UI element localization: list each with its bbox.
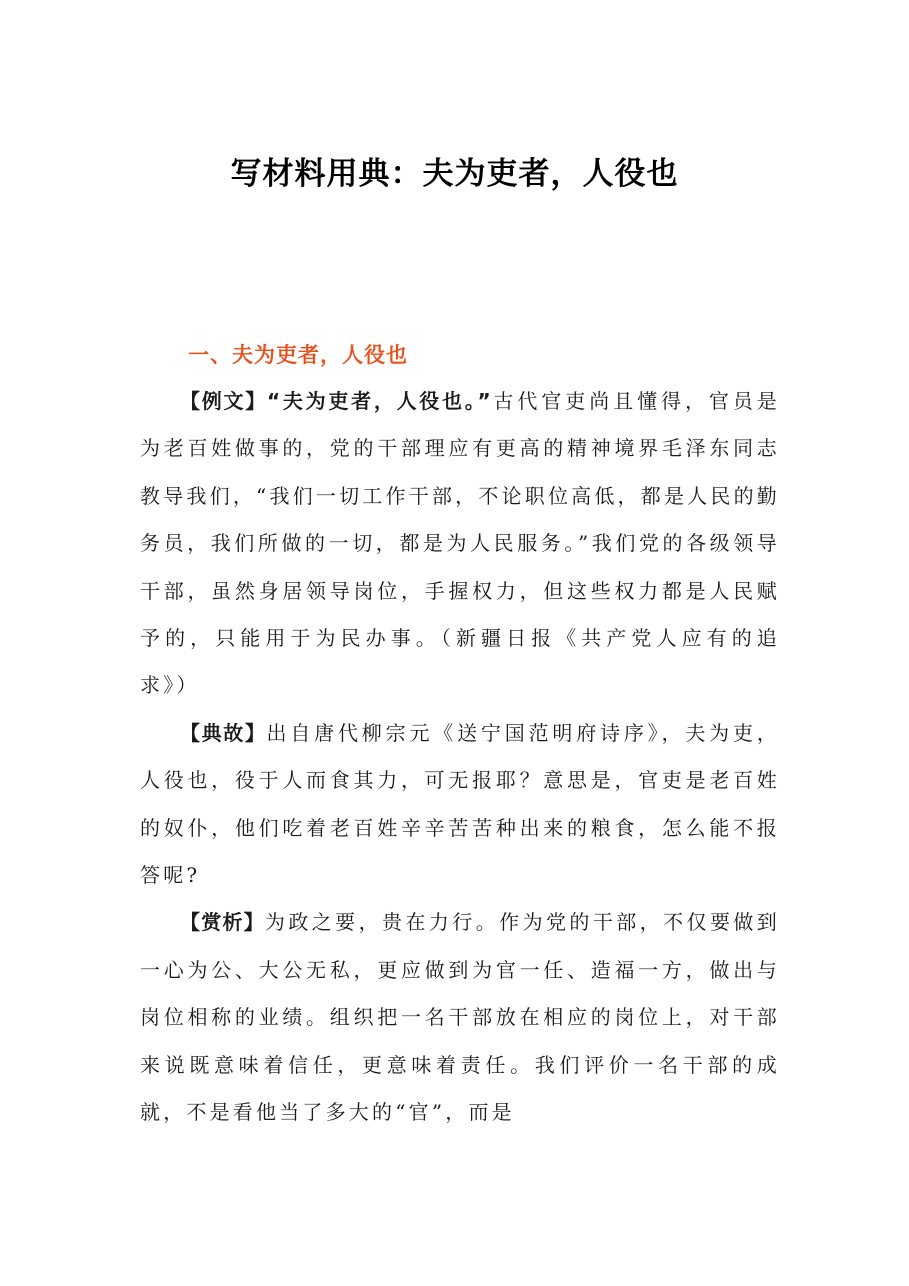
document-title: 写材料用典：夫为吏者，人役也	[230, 156, 679, 192]
appreciation-tag: 【赏析】	[180, 910, 265, 935]
example-text: 古代官吏尚且懂得，官员是为老百姓做事的，党的干部理应有更高的精神境界毛泽东同志教导我们，“我们一切工作干部，不论职位高低，都是人民的勤务员，我们所做的一切，都是为人民服务。”我们党的各级领导干部，虽然身居领导岗位，手握权力，但这些权力都是人民赋予的，只能用于为民办事。（新疆日报《共产党人应有的追求》）	[140, 389, 780, 698]
allusion-text: 出自唐代柳宗元《送宁国范明府诗序》，夫为吏，人役也，役于人而食其力，可无报耶？意思是，官吏是老百姓的奴仆，他们吃着老百姓辛辛苦苦种出来的粮食，怎么能不报答呢?	[140, 720, 780, 888]
example-tag: 【例文】	[180, 389, 267, 413]
allusion-tag: 【典故】	[180, 720, 267, 745]
allusion-paragraph	[140, 710, 780, 900]
appreciation-text: 为政之要，贵在力行。作为党的干部，不仅要做到一心为公、大公无私，更应做到为官一任、造福一方，做出与岗位相称的业绩。组织把一名干部放在相应的岗位上，对干部来说既意味着信任，更意味着责任。我们评价一名干部的成就，不是看他当了多大的“官”，而是	[140, 910, 781, 1125]
example-quote: “夫为吏者，人役也。”	[266, 389, 493, 413]
section-heading: 一、夫为吏者，人役也	[188, 343, 408, 367]
appreciation-paragraph	[140, 899, 780, 1136]
example-paragraph	[140, 378, 780, 710]
document-body	[140, 332, 780, 1137]
